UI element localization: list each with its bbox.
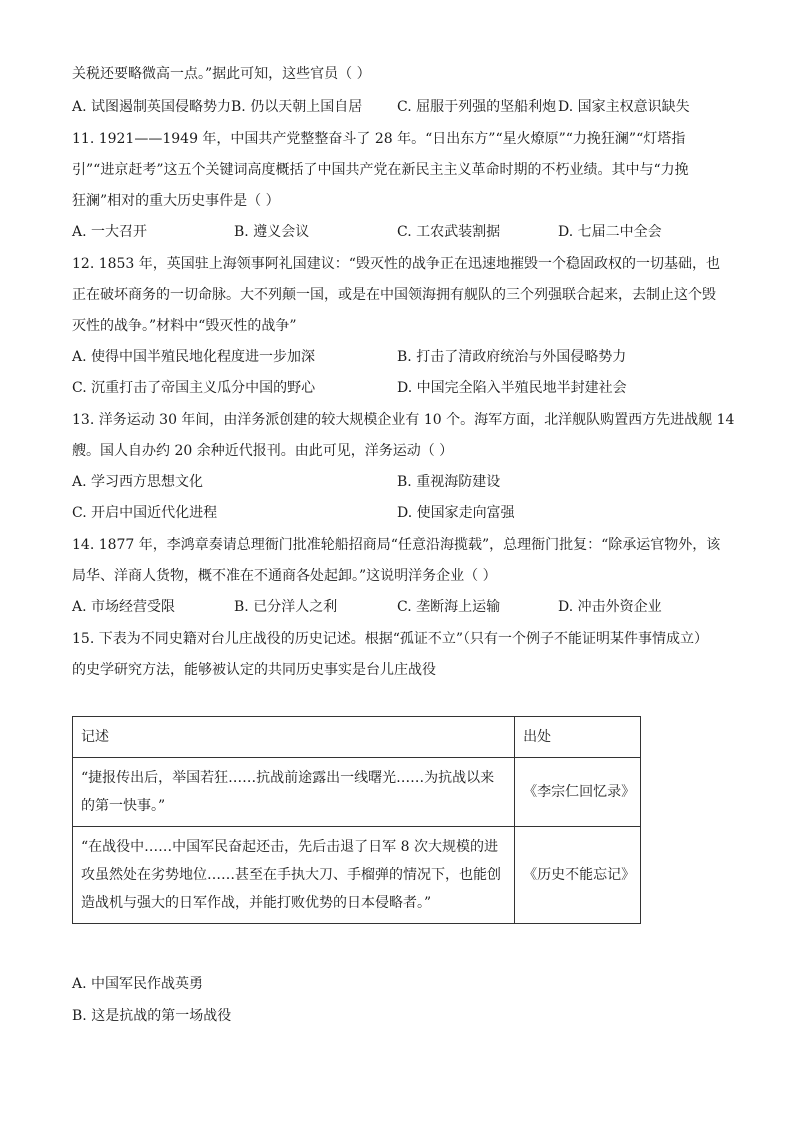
q15-stem-line-2: 的史学研究方法，能够被认定的共同历史事实是台儿庄战役 [72, 662, 436, 678]
q14-option-d: D. 冲击外资企业 [558, 599, 662, 615]
q14-stem-line-2: 局华、洋商人货物，概不准在不通商各处起卸。”这说明洋务企业（ ） [72, 568, 497, 584]
q10-option-d: D. 国家主权意识缺失 [558, 99, 690, 115]
q10-stem-end: 关税还要略微高一点。”据此可知，这些官员（ ） [72, 66, 371, 82]
q10-option-ab: A. 试图遏制英国侵略势力B. 仍以天朝上国自居 [72, 99, 363, 115]
table-row [73, 827, 641, 924]
q10-option-c: C. 屈服于列强的坚船利炮 [397, 99, 557, 115]
table-cell-record: “在战役中……中国军民奋起还击，先后击退了日军 8 次大规模的进攻虽然处在劣势地位……甚至在手执大刀、手榴弹的情况下，也能创造战机与强大的日军作战，并能打败优势的日本侵略者。” [73, 827, 515, 924]
q15-option-b: B. 这是抗战的第一场战役 [72, 1008, 232, 1024]
q14-option-b: B. 已分洋人之利 [234, 599, 338, 615]
q11-stem-line-1: 11. 1921——1949 年，中国共产党整整奋斗了 28 年。“日出东方”“星火燎原”“力挽狂澜”“灯塔指 [72, 131, 686, 147]
q12-stem-line-2: 正在破坏商务的一切命脉。大不列颠一国，或是在中国领海拥有舰队的三个列强联合起来，去制止这个毁 [72, 287, 716, 303]
table-cell-source: 《历史不能忘记》 [515, 827, 641, 924]
table-row [73, 758, 641, 827]
q13-option-b: B. 重视海防建设 [397, 474, 501, 490]
q13-option-a: A. 学习西方思想文化 [72, 474, 204, 490]
q11-stem-line-3: 狂澜”相对的重大历史事件是（ ） [72, 193, 280, 209]
table-header-record: 记述 [73, 717, 515, 758]
q13-stem-line-2: 艘。国人自办约 20 余种近代报刊。由此可见，洋务运动（ ） [72, 443, 454, 459]
q15-stem-line-1: 15. 下表为不同史籍对台儿庄战役的历史记述。根据“孤证不立”（只有一个例子不能证明某件事情成立） [72, 631, 709, 647]
q12-option-a: A. 使得中国半殖民地化程度进一步加深 [72, 349, 316, 365]
q14-option-c: C. 垄断海上运输 [397, 599, 501, 615]
q13-option-c: C. 开启中国近代化进程 [72, 505, 218, 521]
q14-stem-line-1: 14. 1877 年，李鸿章奏请总理衙门批准轮船招商局“任意沿海揽载”，总理衙门批复：“除承运官物外，该 [72, 537, 721, 553]
q13-stem-line-1: 13. 洋务运动 30 年间，由洋务派创建的较大规模企业有 10 个。海军方面，北洋舰队购置西方先进战舰 14 [72, 412, 735, 428]
q13-option-d: D. 使国家走向富强 [397, 505, 515, 521]
table-header-row [73, 717, 641, 758]
q15-option-a: A. 中国军民作战英勇 [72, 976, 204, 992]
q14-option-a: A. 市场经营受限 [72, 599, 176, 615]
q12-option-c: C. 沉重打击了帝国主义瓜分中国的野心 [72, 380, 316, 396]
table-cell-source: 《李宗仁回忆录》 [515, 758, 641, 827]
table-header-source: 出处 [515, 717, 641, 758]
q11-option-c: C. 工农武装割据 [397, 224, 501, 240]
q11-stem-line-2: 引”“进京赶考”这五个关键词高度概括了中国共产党在新民主主义革命时期的不朽业绩。其中与“力挽 [72, 162, 689, 178]
source-table [72, 716, 641, 924]
table-cell-record: “捷报传出后，举国若狂……抗战前途露出一线曙光……为抗战以来的第一快事。” [73, 758, 515, 827]
q12-stem-line-3: 灭性的战争。”材料中“毁灭性的战争” [72, 318, 297, 334]
q11-option-b: B. 遵义会议 [234, 224, 310, 240]
q12-stem-line-1: 12. 1853 年，英国驻上海领事阿礼国建议：“毁灭性的战争正在迅速地摧毁一个稳固政权的一切基础，也 [72, 256, 720, 272]
q12-option-d: D. 中国完全陷入半殖民地半封建社会 [397, 380, 627, 396]
q11-option-d: D. 七届二中全会 [558, 224, 662, 240]
q12-option-b: B. 打击了清政府统治与外国侵略势力 [397, 349, 627, 365]
q11-option-a: A. 一大召开 [72, 224, 148, 240]
